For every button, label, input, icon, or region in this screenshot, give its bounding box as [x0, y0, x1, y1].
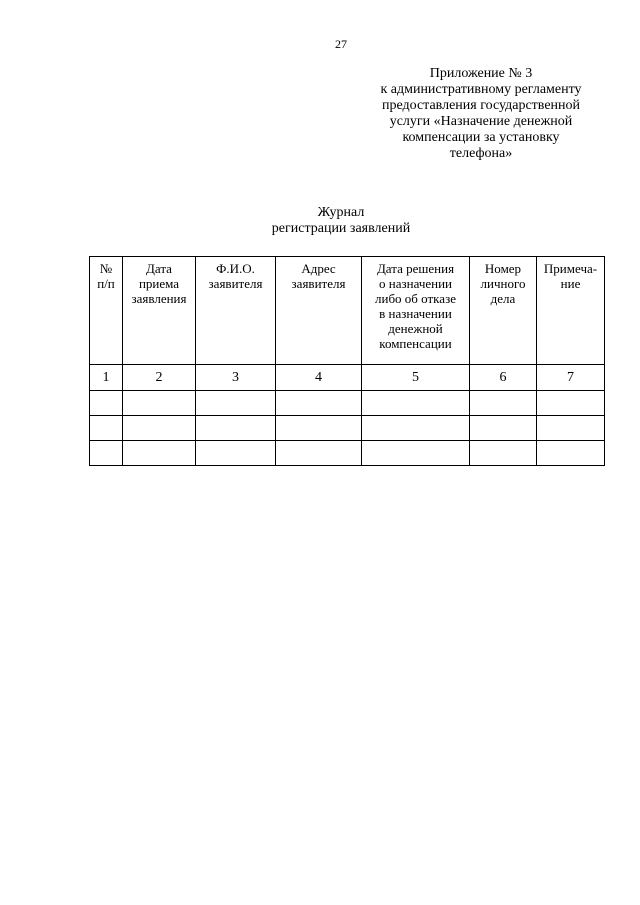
empty-cell[interactable]: [537, 441, 605, 466]
empty-cell[interactable]: [196, 391, 276, 416]
empty-cell[interactable]: [90, 416, 123, 441]
journal-title-subline: регистрации заявлений: [271, 221, 411, 236]
table-row: [90, 416, 605, 441]
header-receipt-date: Дата приема заявления: [123, 257, 196, 365]
table-row: [90, 391, 605, 416]
appendix-line: услуги «Назначение денежной: [389, 114, 573, 129]
empty-cell[interactable]: [276, 416, 362, 441]
header-case-number: Номер личного дела: [470, 257, 537, 365]
column-number-cell: 1: [90, 365, 123, 391]
appendix-line: к административному регламенту: [380, 82, 582, 97]
registration-table: [89, 256, 605, 466]
empty-cell[interactable]: [276, 391, 362, 416]
header-number: № п/п: [90, 257, 123, 365]
header-note: Примеча- ние: [537, 257, 605, 365]
empty-cell[interactable]: [123, 391, 196, 416]
column-number-row: [90, 365, 605, 391]
empty-cell[interactable]: [537, 391, 605, 416]
empty-cell[interactable]: [196, 441, 276, 466]
column-number-cell: 4: [276, 365, 362, 391]
empty-cell[interactable]: [362, 416, 470, 441]
empty-cell[interactable]: [90, 441, 123, 466]
empty-cell[interactable]: [276, 441, 362, 466]
table-row: [90, 441, 605, 466]
header-applicant-name: Ф.И.О. заявителя: [196, 257, 276, 365]
empty-cell[interactable]: [470, 391, 537, 416]
empty-cell[interactable]: [537, 416, 605, 441]
empty-cell[interactable]: [470, 416, 537, 441]
header-applicant-address: Адрес заявителя: [276, 257, 362, 365]
header-decision-date: Дата решения о назначении либо об отказе в назначении денежной компенсации: [362, 257, 470, 365]
journal-title-line: Журнал: [317, 205, 365, 220]
empty-cell[interactable]: [123, 416, 196, 441]
appendix-line: телефона»: [449, 146, 513, 161]
journal-title: [0, 205, 640, 237]
appendix-line: Приложение № 3: [429, 66, 533, 81]
appendix-note: [356, 66, 606, 162]
empty-cell[interactable]: [362, 441, 470, 466]
table-header-row: [90, 257, 605, 365]
column-number-cell: 7: [537, 365, 605, 391]
column-number-cell: 3: [196, 365, 276, 391]
column-number-cell: 2: [123, 365, 196, 391]
column-number-cell: 5: [362, 365, 470, 391]
empty-cell[interactable]: [123, 441, 196, 466]
appendix-line: предоставления государственной: [381, 98, 581, 113]
empty-cell[interactable]: [362, 391, 470, 416]
column-number-cell: 6: [470, 365, 537, 391]
empty-cell[interactable]: [90, 391, 123, 416]
empty-cell[interactable]: [196, 416, 276, 441]
empty-cell[interactable]: [470, 441, 537, 466]
page-number: 27: [335, 37, 347, 51]
appendix-line: компенсации за установку: [402, 130, 560, 145]
